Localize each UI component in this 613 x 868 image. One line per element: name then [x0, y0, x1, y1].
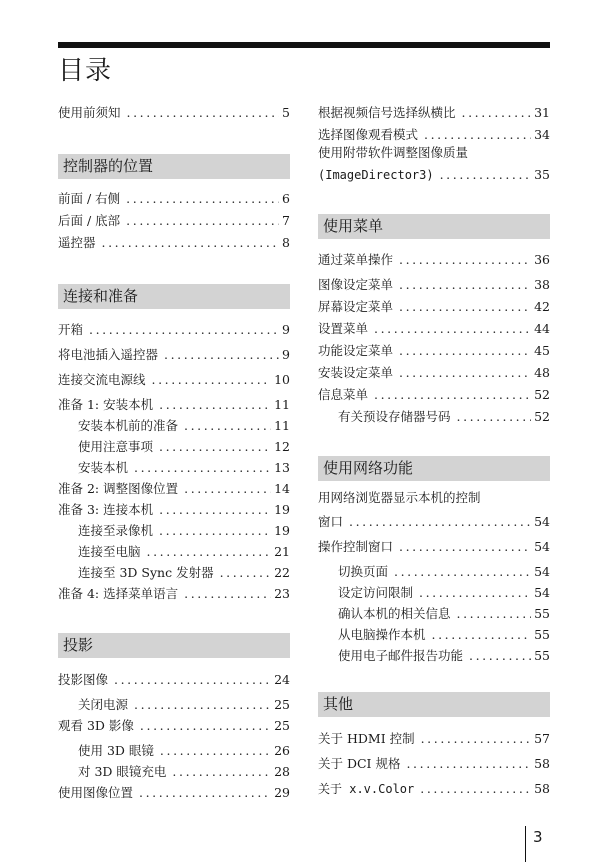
toc-entry-label: 确认本机的相关信息	[338, 606, 451, 621]
toc-subentry[interactable]	[78, 760, 290, 780]
toc-entry-page: 25	[274, 718, 290, 733]
leader-dots	[159, 523, 271, 539]
toc-entry-label: 有关预设存储器号码	[338, 409, 451, 424]
toc-entry-label: 准备 2: 调整图像位置	[58, 481, 179, 496]
leader-dots	[424, 127, 531, 143]
toc-entry-page: 55	[534, 606, 550, 621]
toc-entry-label: 切换页面	[338, 564, 389, 579]
toc-entry-label: 选择图像观看模式	[318, 127, 419, 142]
leader-dots	[469, 648, 531, 664]
toc-subentry[interactable]	[338, 560, 550, 580]
toc-entry-page: 12	[274, 439, 290, 454]
toc-entry[interactable]	[318, 248, 550, 268]
leader-dots	[399, 365, 531, 381]
section-header: 使用网络功能	[318, 456, 550, 481]
toc-entry[interactable]	[58, 318, 290, 338]
section-header: 使用菜单	[318, 214, 550, 239]
toc-entry[interactable]	[318, 101, 550, 121]
toc-entry-page: 19	[274, 502, 290, 517]
toc-entry-line1[interactable]: 用网络浏览器显示本机的控制	[318, 490, 481, 505]
toc-entry-page: 31	[534, 105, 550, 120]
toc-entry[interactable]	[318, 777, 550, 797]
toc-entry[interactable]	[58, 668, 290, 688]
toc-entry[interactable]	[318, 510, 550, 530]
toc-entry-label: 关闭电源	[78, 697, 129, 712]
toc-entry-label: 通过菜单操作	[318, 252, 394, 267]
leader-dots	[159, 397, 271, 413]
leader-dots	[399, 252, 531, 268]
leader-dots	[419, 585, 531, 601]
leader-dots	[394, 564, 531, 580]
toc-entry[interactable]	[318, 727, 550, 747]
toc-entry-line1[interactable]: 使用附带软件调整图像质量	[318, 145, 469, 160]
toc-entry-page: 21	[274, 544, 290, 559]
toc-entry-label: 根据视频信号选择纵横比	[318, 105, 456, 120]
toc-entry-page: 55	[534, 648, 550, 663]
toc-entry[interactable]	[58, 781, 290, 801]
toc-entry-label: 关于 DCI 规格	[318, 756, 401, 771]
toc-entry[interactable]	[318, 339, 550, 359]
toc-entry-label: 连接交流电源线	[58, 372, 146, 387]
toc-entry-label: 安装本机前的准备	[78, 418, 179, 433]
toc-entry-label: 从电脑操作本机	[338, 627, 426, 642]
leader-dots	[159, 439, 271, 455]
leader-dots	[440, 167, 532, 183]
toc-entry[interactable]	[58, 231, 290, 251]
leader-dots	[462, 105, 532, 121]
toc-entry-label: 开箱	[58, 322, 84, 337]
toc-entry-label: (ImageDirector3)	[318, 168, 434, 182]
toc-entry-label: 使用图像位置	[58, 785, 134, 800]
leader-dots	[349, 514, 531, 530]
toc-entry[interactable]	[58, 714, 290, 734]
leader-dots	[102, 235, 280, 251]
leader-dots	[184, 586, 271, 602]
toc-entry[interactable]	[318, 295, 550, 315]
leader-dots	[160, 743, 271, 759]
toc-entry[interactable]	[58, 101, 290, 121]
toc-entry-page: 8	[282, 235, 290, 250]
leader-dots	[114, 672, 271, 688]
toc-entry-label: 使用电子邮件报告功能	[338, 648, 464, 663]
leader-dots	[152, 372, 272, 388]
toc-entry-page: 44	[534, 321, 550, 336]
toc-entry-page: 42	[534, 299, 550, 314]
leader-dots	[134, 697, 271, 713]
toc-entry-page: 24	[274, 672, 290, 687]
toc-entry[interactable]	[318, 535, 550, 555]
toc-subentry[interactable]	[78, 456, 290, 476]
toc-entry-page: 13	[274, 460, 290, 475]
toc-entry-page: 26	[274, 743, 290, 758]
leader-dots	[172, 764, 271, 780]
toc-entry-label: 连接至录像机	[78, 523, 154, 538]
toc-entry[interactable]	[58, 582, 290, 602]
toc-entry[interactable]	[318, 383, 550, 403]
toc-entry-label: 关于 HDMI 控制	[318, 731, 415, 746]
toc-subentry[interactable]	[78, 435, 290, 455]
leader-dots	[399, 277, 531, 293]
toc-entry-label: 使用 3D 眼镜	[78, 743, 154, 758]
page-title: 目录	[58, 56, 113, 86]
leader-dots	[399, 539, 531, 555]
toc-entry-label: 遥控器	[58, 235, 96, 250]
top-rule	[58, 42, 550, 48]
toc-entry[interactable]	[58, 498, 290, 518]
toc-entry-page: 6	[282, 191, 290, 206]
toc-entry-page: 58	[534, 781, 550, 796]
leader-dots	[457, 606, 532, 622]
toc-entry-label: 前面 / 右侧	[58, 191, 121, 206]
toc-entry[interactable]	[58, 187, 290, 207]
section-header: 其他	[318, 692, 550, 717]
toc-entry[interactable]	[318, 752, 550, 772]
toc-entry-label: 图像设定菜单	[318, 277, 394, 292]
leader-dots	[420, 781, 531, 797]
leader-dots	[147, 544, 272, 560]
toc-entry-label: 安装设定菜单	[318, 365, 394, 380]
toc-entry-page: 55	[534, 627, 550, 642]
leader-dots	[140, 718, 271, 734]
toc-subentry[interactable]	[338, 405, 550, 425]
toc-entry[interactable]	[318, 317, 550, 337]
section-header: 投影	[58, 633, 290, 658]
toc-subentry[interactable]	[78, 519, 290, 539]
leader-dots	[184, 418, 271, 434]
section-header: 连接和准备	[58, 284, 290, 309]
toc-entry[interactable]	[318, 123, 550, 143]
leader-dots	[134, 460, 271, 476]
toc-entry-label: 安装本机	[78, 460, 129, 475]
toc-entry-page: 25	[274, 697, 290, 712]
leader-dots	[139, 785, 271, 801]
toc-entry-label: 连接至电脑	[78, 544, 141, 559]
toc-subentry[interactable]	[78, 693, 290, 713]
toc-entry-page: 52	[534, 409, 550, 424]
leader-dots	[89, 322, 279, 338]
toc-entry-page: 54	[534, 564, 550, 579]
toc-entry-page: 28	[274, 764, 290, 779]
toc-entry-page: 11	[274, 418, 290, 433]
toc-entry-page: 9	[282, 322, 290, 337]
toc-entry-label: 屏幕设定菜单	[318, 299, 394, 314]
toc-subentry[interactable]	[78, 561, 290, 581]
footer-rule	[525, 826, 526, 862]
toc-entry-page: 22	[274, 565, 290, 580]
toc-entry-page: 38	[534, 277, 550, 292]
toc-entry-label: 设置菜单	[318, 321, 369, 336]
toc-entry[interactable]	[318, 273, 550, 293]
toc-entry-page: 29	[274, 785, 290, 800]
toc-entry-page: 54	[534, 514, 550, 529]
toc-entry-page: 34	[534, 127, 550, 142]
leader-dots	[399, 343, 531, 359]
toc-entry-label: 投影图像	[58, 672, 109, 687]
toc-entry-label: 准备 4: 选择菜单语言	[58, 586, 179, 601]
toc-entry-page: 23	[274, 586, 290, 601]
toc-entry-page: 57	[534, 731, 550, 746]
toc-subentry[interactable]	[78, 414, 290, 434]
toc-entry-page: 54	[534, 539, 550, 554]
toc-entry-label: 窗口	[318, 514, 344, 529]
toc-entry-label: 对 3D 眼镜充电	[78, 764, 167, 779]
toc-entry-page: 48	[534, 365, 550, 380]
leader-dots	[374, 387, 531, 403]
toc-entry-page: 58	[534, 756, 550, 771]
toc-entry-page: 52	[534, 387, 550, 402]
toc-subentry[interactable]	[338, 581, 550, 601]
leader-dots	[126, 213, 279, 229]
toc-entry[interactable]	[58, 393, 290, 413]
toc-entry-label: 信息菜单	[318, 387, 369, 402]
leader-dots	[399, 299, 531, 315]
toc-subentry[interactable]	[338, 644, 550, 664]
toc-subentry[interactable]	[338, 623, 550, 643]
toc-entry[interactable]	[58, 209, 290, 229]
toc-entry-label: 操作控制窗口	[318, 539, 394, 554]
leader-dots	[126, 191, 279, 207]
section-header: 控制器的位置	[58, 154, 290, 179]
leader-dots	[421, 731, 531, 747]
toc-entry-page: 7	[282, 213, 290, 228]
toc-entry-page: 19	[274, 523, 290, 538]
leader-dots	[406, 756, 531, 772]
toc-entry-page: 54	[534, 585, 550, 600]
leader-dots	[457, 409, 532, 425]
toc-subentry[interactable]	[78, 540, 290, 560]
toc-entry-label: 连接至 3D Sync 发射器	[78, 565, 214, 580]
leader-dots	[164, 347, 279, 363]
leader-dots	[159, 502, 271, 518]
toc-entry-label: 准备 3: 连接本机	[58, 502, 154, 517]
toc-entry-label: 使用前须知	[58, 105, 121, 120]
toc-entry-page: 10	[274, 372, 290, 387]
toc-entry-page: 45	[534, 343, 550, 358]
toc-entry-page: 36	[534, 252, 550, 267]
toc-entry[interactable]	[58, 368, 290, 388]
leader-dots	[220, 565, 272, 581]
toc-entry-label: 将电池插入遥控器	[58, 347, 159, 362]
leader-dots	[432, 627, 532, 643]
toc-entry[interactable]	[318, 163, 550, 183]
toc-entry[interactable]	[58, 343, 290, 363]
toc-entry-label: 设定访问限制	[338, 585, 414, 600]
toc-entry-label: 观看 3D 影像	[58, 718, 134, 733]
toc-entry-page: 35	[534, 167, 550, 182]
toc-entry-page: 9	[282, 347, 290, 362]
leader-dots	[374, 321, 531, 337]
toc-entry-label: 后面 / 底部	[58, 213, 121, 228]
toc-entry-label: 使用注意事项	[78, 439, 154, 454]
toc-entry[interactable]	[318, 361, 550, 381]
toc-subentry[interactable]	[78, 739, 290, 759]
page-number: 3	[533, 828, 543, 846]
toc-entry[interactable]	[58, 477, 290, 497]
toc-entry-label: 功能设定菜单	[318, 343, 394, 358]
toc-entry-label: 准备 1: 安装本机	[58, 397, 154, 412]
toc-entry-label: 关于 x.v.Color	[318, 782, 415, 796]
leader-dots	[184, 481, 271, 497]
toc-entry-page: 14	[274, 481, 290, 496]
toc-entry-page: 5	[282, 105, 290, 120]
toc-entry-page: 11	[274, 397, 290, 412]
toc-subentry[interactable]	[338, 602, 550, 622]
leader-dots	[127, 105, 280, 121]
